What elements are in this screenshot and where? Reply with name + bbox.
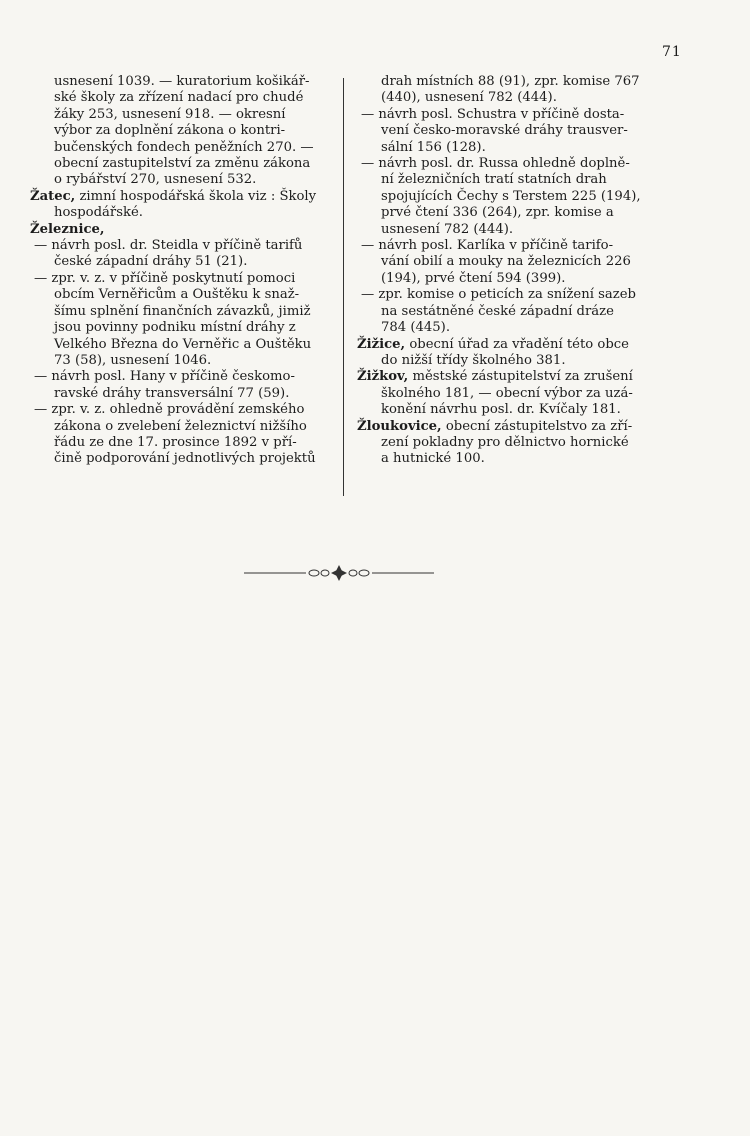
index-text-line: (194), prvé čtení 594 (399). — [381, 270, 566, 286]
index-text-line: vání obilí a mouky na železnicích 226 — [381, 254, 631, 270]
index-text-line: na sestátněné české západní dráze — [381, 303, 614, 319]
index-text-line: konění návrhu posl. dr. Kvíčaly 181. — [381, 402, 621, 418]
index-keyword: Žloukovice, — [357, 418, 442, 434]
index-text-line: drah místních 88 (91), zpr. komise 767 — [381, 74, 640, 89]
index-text-line: zení pokladny pro dělnictvo hornické — [381, 434, 629, 450]
index-heading-text: městské zástupitelství za zrušení — [408, 369, 633, 385]
index-heading-line — [357, 369, 681, 385]
index-text-line: obecní zastupitelství za změnu zákona — [54, 156, 311, 172]
index-text-line: ravské dráhy transversální 77 (59). — [54, 385, 290, 401]
page-number: 71 — [662, 44, 682, 60]
index-text-line: ské školy za zřízení nadací pro chudé — [54, 90, 304, 106]
index-text-line: — zpr. komise o peticích za snížení sazeb — [361, 287, 636, 303]
index-text-line: prvé čtení 336 (264), zpr. komise a — [381, 205, 614, 221]
index-text-line: vení česko-moravské dráhy trausver- — [381, 123, 628, 139]
index-heading-line — [357, 337, 681, 353]
end-ornament — [244, 562, 434, 584]
index-heading-text: obecní zástupitelstvo za zří- — [441, 418, 633, 434]
index-text-line: — zpr. v. z. v příčině poskytnutí pomoci — [34, 270, 296, 286]
index-text-line: do nižší třídy školného 381. — [381, 352, 566, 368]
index-text-line: jsou povinny podniku místní dráhy z — [54, 320, 296, 336]
index-text-line: zákona o zvelebení železnictví nižšího — [54, 418, 307, 434]
index-text-line: usnesení 1039. — kuratorium košikář- — [54, 74, 310, 89]
index-keyword: Žižice, — [357, 336, 406, 352]
index-text-line: české západní dráhy 51 (21). — [54, 254, 248, 270]
index-text-line: o rybářství 270, usnesení 532. — [54, 172, 257, 188]
index-text-line: spojujících Čechy s Terstem 225 (194), — [381, 188, 641, 204]
index-text-line: sální 156 (128). — [381, 139, 486, 155]
index-text-line: — návrh posl. Schustra v příčině dosta- — [361, 106, 625, 122]
index-text-line: — zpr. v. z. ohledně provádění zemského — [34, 402, 305, 418]
index-heading-line — [30, 189, 336, 205]
index-keyword: Žatec, — [30, 188, 76, 204]
index-text-line: — návrh posl. dr. Russa ohledně doplně- — [361, 156, 630, 172]
index-text-line: žáky 253, usnesení 918. — okresní — [54, 106, 286, 122]
index-text-line: 784 (445). — [381, 320, 451, 336]
index-text-line: Velkého Března do Verněřic a Ouštěku — [54, 336, 312, 352]
index-text-line: školného 181, — obecní výbor za uzá- — [381, 385, 633, 401]
index-heading-line — [357, 419, 681, 435]
index-text-line: čině podporování jednotlivých projektů — [54, 451, 316, 467]
index-heading-text: zimní hospodářská škola viz : Školy — [75, 188, 317, 204]
index-text-line: obcím Verněřicům a Ouštěku k snaž- — [54, 287, 300, 303]
index-keyword: Žižkov, — [357, 369, 409, 385]
index-text-line: 73 (58), usnesení 1046. — [54, 352, 212, 368]
index-text-line: bučenských fondech peněžních 270. — — [54, 139, 314, 155]
index-text-line: — návrh posl. dr. Steidla v příčině tarifů — [34, 238, 303, 254]
index-heading-line — [30, 222, 336, 238]
index-text-line: výbor za doplnění zákona o kontri- — [54, 123, 286, 139]
column-divider — [343, 78, 344, 496]
index-heading-text: obecní úřad za vřadění této obce — [405, 336, 629, 352]
right-column — [357, 74, 681, 468]
index-text-line: a hutnické 100. — [381, 451, 485, 467]
index-text-line: řádu ze dne 17. prosince 1892 v pří- — [54, 434, 297, 450]
index-text-line: usnesení 782 (444). — [381, 221, 514, 237]
index-text-line: (440), usnesení 782 (444). — [381, 90, 557, 106]
index-keyword: Železnice, — [30, 221, 105, 237]
index-text-line: ní železničních tratí statních drah — [381, 172, 607, 188]
index-text-line: — návrh posl. Hany v příčině českomo- — [34, 369, 295, 385]
index-text-line: hospodářské. — [54, 205, 143, 221]
index-text-line: — návrh posl. Karlíka v příčině tarifo- — [361, 238, 614, 254]
left-column — [30, 74, 336, 468]
index-text-line: šímu splnění finančních závazků, jimiž — [54, 303, 311, 319]
